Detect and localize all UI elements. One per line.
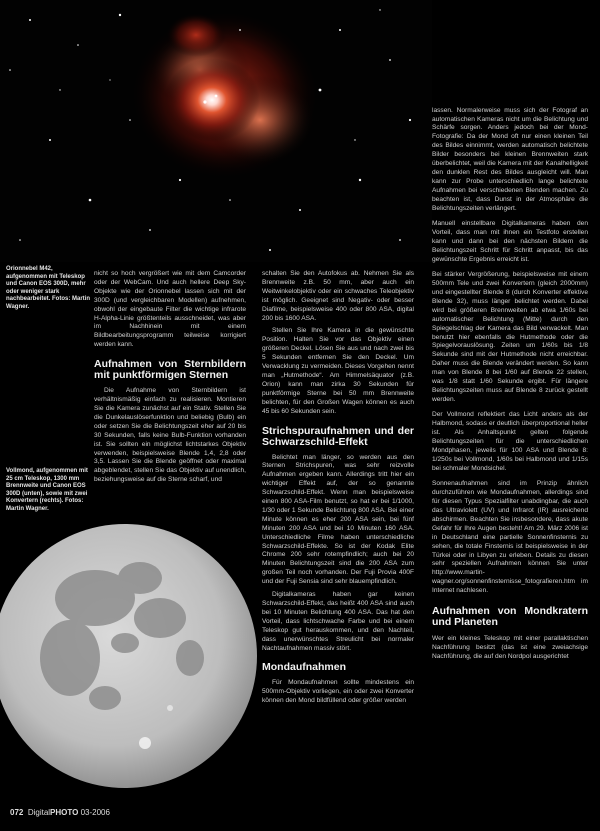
page-number: 072: [10, 808, 24, 817]
paragraph: Wer ein kleines Teleskop mit einer parallaktischen Nachführung besitzt (das ist eine zweiachsige Nachführung, die auf den Nordpol ausgerichtet: [432, 634, 588, 660]
page-footer: [10, 808, 110, 817]
heading-sternbilder: Aufnahmen von Sternbildern mit punktförmigen Sternen: [94, 358, 246, 382]
paragraph: Für Mondaufnahmen sollte mindestens ein 500mm-Objektiv vorliegen, ein oder zwei Konverter können den Mond bildfüllend oder größer werden: [262, 679, 414, 705]
magazine-name: PHOTO: [50, 808, 79, 817]
magazine-prefix: Digital: [27, 808, 51, 817]
heading-mondaufnahmen: Mondaufnahmen: [262, 661, 346, 674]
paragraph: lassen. Normalerweise muss sich der Fotograf an automatischen Kameras nicht um die Belichtung und Schärfe sorgen. Anders jedoch bei der Mond-Fotografie: Da der Mond oft nur einen kleinen Teil des Bildes einnimmt, werden automatisch belichtete Bilder besonders bei kleinen Brennweiten stark überbelichtet, weil die Kamera mit der Kanalhelligkeit den dunklen Rest des Bildes ausgleicht will. Man kann zur Probe unterschiedlich lange belichtete Aufnahmen bei verschiedenen Blenden machen. Zu beachten ist, dass Dunst in der Atmosphäre die Belichtungszeiten verlängert.: [432, 106, 588, 212]
paragraph: nicht so hoch vergrößert wie mit dem Camcorder oder der WebCam. Und auch hellere Deep Sky-Objekte wie der Orionnebel lassen sich mit der 300D (und vergleichbaren Modellen) aufnehmen, obwohl der eingebaute Filter die wichtige infrarote H-Alpha-Linie größtenteils ausschneidet, was aber im Nachhinein mit einem Bildbearbeitungsprogramm teilweise korrigiert werden kann.: [94, 270, 246, 349]
paragraph: Bei stärker Vergrößerung, beispielsweise mit einem 500mm Tele und zwei Konvertern (gleich 2000mm) und eingestellter Blende 8 (durch Konverter effektive Blende 32), muss länger belichtet werden. Dabei wird bei größeren Brennweiten ab etwa 1/60s bei automatischer Belichtung (Mitte) durch den Spiegelschlag der Kamera das Bild verwackelt. Man benutzt hier ebenfalls die Hutmethode oder die Spiegelvorauslösung. Zeiten um 1/60s bis 1/8 Sekunde sind mit der Hutmethode nicht erreichbar. Daher muss die Blende verändert werden. So kann man von Blende 8 bei 1/60 auf Blende 22 stellen, was 1/8 statt 1/60 Sekunde ergibt. Für längere Belichtungszeiten muss auf Blende 8 zurück gestellt werden.: [432, 271, 588, 403]
paragraph: Manuell einstellbare Digitalkameras haben den Vorteil, dass man mit ihnen ein Testfoto erstellen kann und dann bei den nächsten Bildern die Belichtungszeit Schritt für Schritt anpasst, bis das gewünschte Ergebnis erreicht ist.: [432, 220, 588, 263]
text-column-1: [94, 270, 246, 485]
paragraph: Digitalkameras haben gar keinen Schwarzschild-Effekt, das heißt 400 ASA sind auch bei 10 Minuten Belichtung 400 ASA. Das hat den Vorteil, dass lichtschwache Farbe und bei einem Teleskop gut herauskommen, und den Nachteil, dass unerwünschtes Streulicht bei normaler Nachtaufnahmen massiv stört.: [262, 591, 414, 652]
orion-caption: Orionnebel M42, aufgenommen mit Teleskop und Canon EOS 300D, mehr oder weniger stark nachbearbeitet. Fotos: Martin Wagner.: [6, 266, 91, 310]
heading-strichspur: Strichspuraufnahmen und der Schwarzschild-Effekt: [262, 424, 414, 448]
heading-mondkrater: Aufnahmen von Mondkratern und Planeten: [432, 605, 588, 629]
issue-number: 03-2006: [80, 808, 110, 817]
text-column-2: [262, 270, 414, 706]
orion-nebula-photo: [0, 0, 432, 262]
paragraph: Sonnenaufnahmen sind im Prinzip ähnlich durchzuführen wie Mondaufnahmen, allerdings sind für diesen Typus Spezialfilter unabdingbar, die auch das Ultraviolett (UV) und Infrarot (IR) ausreichend abschirmen. Beachten Sie insbesondere, dass akute Gefahr für Ihre Augen besteht! Am 29. März 2006 ist in Deutschland eine partielle Sonnenfinsternis zu sehen, die totale Finsternis ist beispielsweise in der Türkei oder in Libyen zu erleben. Details zu diesen sehr speziellen Aufnahmen können Sie unter http://www.martin-wagner.org/sonnenfinsternisse_fotografieren.htm im Internet nachlesen.: [432, 480, 588, 595]
paragraph: schalten Sie den Autofokus ab. Nehmen Sie als Brennweite z.B. 50 mm, aber auch ein Weitwinkelobjektiv oder ein schwaches Teleobjektiv ist möglich. Geeignet sind Negativ- oder besser Diafilme, beispielsweise 400 oder 800 ASA, digital 200 bis 1600 ASA.: [262, 270, 414, 322]
moon-photo: [0, 508, 258, 798]
text-column-3: [432, 100, 588, 668]
paragraph: Die Aufnahme von Sternbildern ist verhältnismäßig einfach zu realisieren. Montieren Sie die Kamera zunächst auf ein Stativ. Stellen Sie die Dunkelauslöserfunktion und beliebig (Bulb) ein oder setzen Sie die Belichtungszeit eher auf 20 bis 30 Sekunden, falls keine Bulb-Funktion vorhanden ist. Sie sollten ein möglichst lichtstarkes Objektiv verwenden, beispielsweise Blende 1,4, 2,8 oder 3,5. Lassen Sie die Blende geöffnet oder maximal abgeblendet, stellen Sie das Objektiv auf unendlich, beziehungsweise auf die Sterne scharf, und: [94, 387, 246, 484]
paragraph: Stellen Sie Ihre Kamera in die gewünschte Position. Halten Sie vor das Objektiv einen größeren Deckel. Lösen Sie aus und nach zwei bis 5 Sekunden entfernen Sie den Deckel. Um Verwacklung zu vermeiden. Dieses Vorgehen nennt man „Hutmethode“. Am Himmelsäquator (z.B. Orion) kann man zirka 30 Sekunden für punktförmige Sterne bei 50 mm Brennweite belichten, für den Großen Wagen können es auch 45 bis 60 Sekunden sein.: [262, 327, 414, 415]
full-moon-graphic: [0, 508, 258, 798]
paragraph: Belichtet man länger, so werden aus den Sternen Strichspuren, was sehr reizvolle Aufnahmen ergeben kann. Allerdings tritt hier ein wichtiger Effekt auf, der so genannte Schwarzschild-Effekt. Wenn man beispielsweise einen 800 ASA-Film benutzt, so hat er bei 1/1000, 1/30 oder 1 Sekunde Belichtung 800 ASA. Bei einer Minute können es eher 200 ASA sein, bei fünf Minuten 200 ASA und bei 10 Minuten 160 ASA. Unterschiedliche Filme haben unterschiedliche Schwarzschild-Effekte. So ist der Kodak Elite Chrome 200 sehr rotempfindlich; auch bei 20 Minuten Belichtungszeit sind die 200 ASA zum großen Teil noch vorhanden. Der Fuji Provia 400F und der Fuji Sensia sind sehr blauempfindlich.: [262, 453, 414, 586]
orion-nebula-graphic: [0, 0, 432, 262]
moon-caption: Vollmond, aufgenommen mit 25 cm Teleskop, 1300 mm Brennweite und Canon EOS 300D (unten), sowie mit zwei Konvertern (rechts). Fotos: Martin Wagner.: [6, 468, 88, 512]
paragraph: Der Vollmond reflektiert das Licht anders als der Halbmond, sodass er deutlich überproportional heller ist. Als Anhaltspunkt gelten folgende Belichtungszeiten für die unterschiedlichen Mondphasen, jeweils für 100 ASA und Blende 8: 1/250s bei Vollmond, 1/60s bei Halbmond und 1/15s bei schmaler Mondsichel.: [432, 411, 588, 472]
